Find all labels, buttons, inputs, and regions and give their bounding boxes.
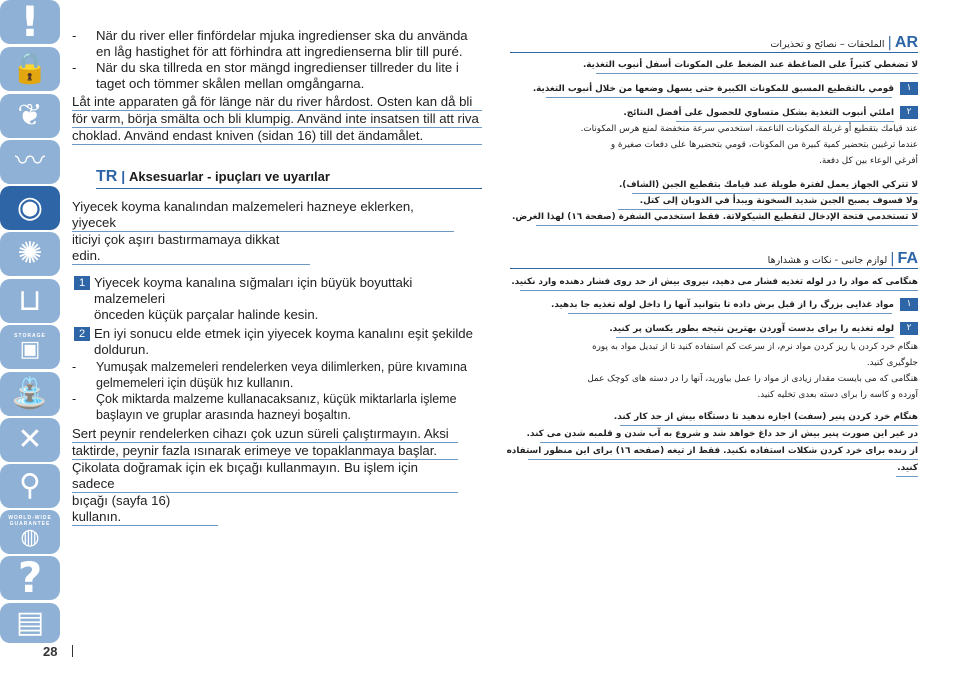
fa-bullet-2b: آورده و کاسه را برای دسته بعدی تخلیه کنید. <box>757 390 918 400</box>
ar-warning-1: لا تتركي الجهاز يعمل لفترة طويلة عند قيامك بتقطيع الجبن (الشاف). <box>618 180 918 190</box>
bin-icon: ✕ <box>0 418 60 462</box>
tr-step-2-number: 2 <box>74 327 90 341</box>
sv-bullet-2: När du ska tillreda en stor mängd ingredienser tillreder du lite i taget och tömmer skålen mellan omgångarna. <box>96 60 459 91</box>
lock-icon: 🔒 <box>0 47 60 91</box>
disc-icon: ✺ <box>0 232 60 276</box>
ar-language-code: AR <box>894 34 918 51</box>
fa-line-1: هنگامی که مواد را در لوله تغذیه فشار می دهید، نیروی بیش از حد روی فشار دهنده وارد نکنید. <box>511 277 918 287</box>
ar-warning-2: ولا فسوف يصبح الجبن شديد السخونة ويبدأ في الذوبان إلى كتل. <box>639 196 918 206</box>
tr-step-1-line-2: önceden küçük parçalar halinde kesin. <box>94 307 319 322</box>
tr-language-code: TR <box>96 168 118 185</box>
tr-step-1-number: 1 <box>74 276 90 290</box>
fa-bullet-2: هنگامی که می بایست مقدار زیادی از مواد را عمل بیاورید، آنها را در دسته های کوچک عمل <box>587 374 918 384</box>
sv-bullet-1: När du river eller finfördelar mjuka ingredienser ska du använda en låg hastighet för att förhindra att ingredienserna blir till puré. <box>96 28 468 59</box>
sv-warning-line-2: för varm, börja smälta och bli klumpig. Använd inte insatsen till att riva <box>72 111 482 128</box>
tr-warning-line-4: bıçağı (sayfa 16) kullanın. <box>72 493 218 526</box>
sv-warning-line-1: Låt inte apparaten gå för länge när du river hårdost. Osten kan då bli <box>72 94 482 111</box>
page-number: 28 <box>43 644 58 659</box>
leaf-blade-icon: ❦ <box>0 94 60 138</box>
sidebar <box>0 0 60 640</box>
fa-bullet-1: هنگام خرد کردن یا ریز کردن مواد نرم، از سرعت کم استفاده کنید تا از تبدیل مواد به پوره <box>592 342 918 352</box>
fa-language-code: FA <box>897 250 918 267</box>
question-icon: ? <box>0 556 60 600</box>
tr-bullet-2: - Çok miktarda malzeme kullanacaksanız, küçük miktarlarla işleme başlayın ve gruplar arasında hazneyi boşaltın. <box>72 391 482 423</box>
fa-warning-3: از رنده برای خرد کردن شکلات استفاده نکنید. فقط از تیغه (صفحه ١٦) برای این منظور استفاده <box>506 446 918 456</box>
tr-step-2 <box>72 326 482 358</box>
tr-warning <box>72 426 482 526</box>
tr-warning-line-1: Sert peynir rendelerken cihazı çok uzun süreli çalıştırmayın. Aksi <box>72 426 458 443</box>
fa-warning-2: در غیر این صورت پنیر بیش از حد داغ خواهد شد و شروع به آب شدن و قلمبه شدن می کند. <box>526 429 918 439</box>
tr-bullet-1-line-2: gelmemeleri için düşük hız kullanın. <box>96 376 294 390</box>
sv-warning-line-3: choklad. Använd endast kniven (sidan 16) till det ändamålet. <box>72 128 482 145</box>
tips-icon: ◉ <box>0 186 60 230</box>
ar-bullet-2: عندما ترغبين بتحضير كمية كبيرة من المكونات، قومي بتحضيرها على دفعات صغيرة و <box>610 140 918 150</box>
ar-step-1-number: ١ <box>900 82 918 95</box>
ar-bullet-2b: أفرغي الوعاء بين كل دفعة. <box>819 156 918 166</box>
tr-bullet-1: - Yumuşak malzemeleri rendelerken veya dilimlerken, püre kıvamına gelmemeleri için düşük hız kullanın. <box>72 359 482 391</box>
ar-line-1: لا تضغطي كثيراً على الضاغطة عند الضغط على المكونات أسفل أنبوب التغذية. <box>582 60 918 70</box>
tr-step-2-line-2: doldurun. <box>94 342 149 357</box>
ar-warning-3: لا تستخدمي فتحة الإدخال لتقطيع الشيكولاتة. فقط استخدمي الشفرة (صفحة ١٦) لهذا الغرض. <box>512 212 918 222</box>
fa-warning-4: کنید. <box>897 463 918 473</box>
ar-bullet-1: عند قيامك بتقطيع أو غربلة المكونات الناعمة، استخدمي سرعة منخفضة لمنع هرس المكونات. <box>580 124 918 134</box>
tr-intro-line-1: Yiyecek koyma kanalından malzemeleri hazneye eklerken, yiyecek <box>72 199 454 232</box>
fa-warning-1: هنگام خرد کردن پنیر (سفت) اجازه ندهید تا دستگاه بیش از حد کار کند. <box>613 412 918 422</box>
fa-bullet-1b: جلوگیری کنید. <box>866 358 918 368</box>
tr-step-1-line-1: Yiyecek koyma kanalına sığmaları için büyük boyuttaki malzemeleri <box>94 275 413 306</box>
storage-icon: STORAGE ▣ <box>0 325 60 369</box>
magnifier-icon: ⚲ <box>0 464 60 508</box>
slicing-blade-icon: 〰 <box>0 140 60 184</box>
ar-step-1: قومي بالتقطيع المسبق للمكونات الكبيرة حتى يسهل وضعها من خلال أنبوب التغذية. <box>532 84 894 94</box>
fa-step-2: لوله تغذیه را برای بدست آوردن بهترین نتیجه بطور یکسان پر کنید. <box>609 324 894 334</box>
tr-step-1 <box>72 275 482 323</box>
tr-section-header: TR | Aksesuarlar - ipuçları ve uyarılar <box>96 168 482 189</box>
fa-step-1-number: ١ <box>900 298 918 311</box>
tr-bullet-2-line-2: başlayın ve gruplar arasında hazneyi boşaltın. <box>96 408 352 422</box>
fa-section-title: لوازم جانبی - نکات و هشدارها <box>767 255 888 266</box>
ar-step-2: املئي أنبوب التغذية بشكل متساوي للحصول على أفضل النتائج. <box>623 108 894 118</box>
sv-warning <box>72 94 482 145</box>
tr-body <box>72 199 482 526</box>
tr-warning-line-3: Çikolata doğramak için ek bıçağı kullanmayın. Bu işlem için sadece <box>72 460 458 493</box>
globe-guarantee-icon: WORLD-WIDE GUARANTEE ◍ <box>0 510 60 554</box>
ar-section-title: الملحقات – نصائح و تحذيرات <box>770 39 885 50</box>
tr-step-2-line-1: En iyi sonucu elde etmek için yiyecek koyma kanalını eşit şekilde <box>94 326 473 341</box>
tap-cleaning-icon: ⛲ <box>0 372 60 416</box>
tr-section-title: Aksesuarlar - ipuçları ve uyarılar <box>129 169 330 184</box>
ar-step-2-number: ٢ <box>900 106 918 119</box>
page-number-divider <box>72 645 73 657</box>
jug-icon: ⊔ <box>0 279 60 323</box>
tr-warning-line-2: taktirde, peynir fazla ısınarak erimeye ve topaklanmaya başlar. <box>72 443 458 460</box>
fa-section-header: FA | لوازم جانبی - نکات و هشدارها <box>767 250 918 267</box>
tr-bullet-1-line-1: Yumuşak malzemeleri rendelerken veya dilimlerken, püre kıvamına <box>96 360 467 374</box>
fa-step-1: مواد غذایی بزرگ را از قبل برش داده تا بتوانید آنها را داخل لوله تغذیه جا بدهید. <box>551 300 894 310</box>
book-icon: ▤ <box>0 603 60 643</box>
fa-step-2-number: ٢ <box>900 322 918 335</box>
ar-section-header: AR | الملحقات – نصائح و تحذيرات <box>770 34 918 51</box>
tr-intro-line-2: iticiyi çok aşırı bastırmamaya dikkat edin. <box>72 232 310 265</box>
tr-bullet-2-line-1: Çok miktarda malzeme kullanacaksanız, küçük miktarlarla işleme <box>96 392 457 406</box>
exclamation-icon: ! <box>0 0 60 44</box>
sv-bullets: - När du river eller finfördelar mjuka ingredienser ska du använda en låg hastighet för att förhindra att ingredienserna blir till puré. - När du ska tillreda en stor mängd ingredienser tillreder du lite i taget och tömmer skålen mellan omgångarna. Låt inte apparaten gå för länge när du river hårdost. Osten kan då bli för varm, börja smälta och bli klumpig. Använd inte insatsen till att riva choklad. Använd endast kniven (sidan 16) till det ändamålet. <box>72 28 482 145</box>
